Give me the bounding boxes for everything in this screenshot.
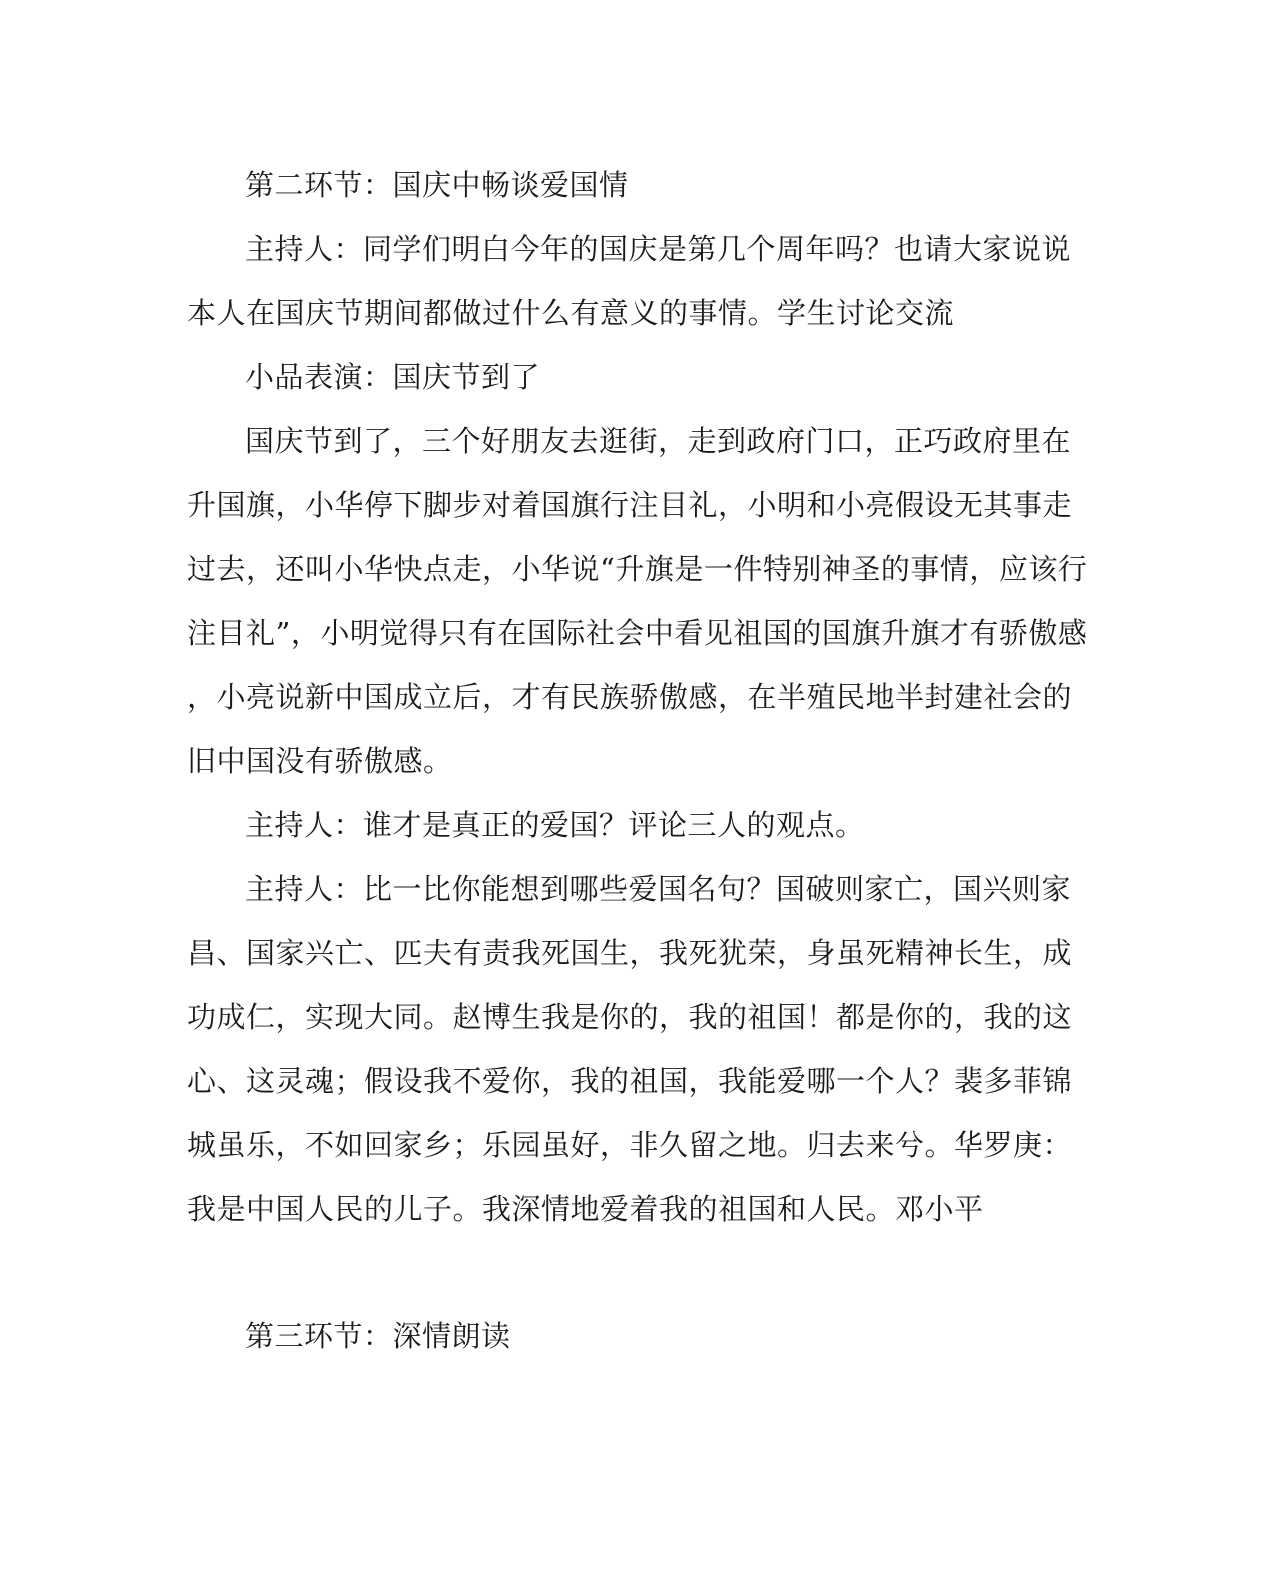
paragraph-line: 过去，还叫小华快点走，小华说“升旗是一件特别神圣的事情，应该行 — [187, 552, 1088, 586]
paragraph-line: 小品表演：国庆节到了 — [245, 360, 541, 394]
paragraph-line: 主持人：谁才是真正的爱国？评论三人的观点。 — [245, 808, 865, 842]
paragraph-line: 旧中国没有骄傲感。 — [187, 744, 453, 778]
paragraph-line: 主持人：比一比你能想到哪些爱国名句？国破则家亡，国兴则家 — [245, 872, 1072, 906]
paragraph-line: 昌、国家兴亡、匹夫有责我死国生，我死犹荣，身虽死精神长生，成 — [187, 936, 1073, 970]
paragraph-line: 升国旗，小华停下脚步对着国旗行注目礼，小明和小亮假设无其事走 — [187, 488, 1073, 522]
paragraph-line: 本人在国庆节期间都做过什么有意义的事情。学生讨论交流 — [187, 296, 955, 330]
paragraph-line: 我是中国人民的儿子。我深情地爱着我的祖国和人民。邓小平 — [187, 1192, 984, 1226]
section-heading-2: 第二环节：国庆中畅谈爱国情 — [245, 168, 629, 202]
section-heading-3: 第三环节：深情朗读 — [245, 1319, 511, 1353]
paragraph-line: 注目礼”，小明觉得只有在国际社会中看见祖国的国旗升旗才有骄傲感 — [187, 616, 1088, 650]
paragraph-line: ，小亮说新中国成立后，才有民族骄傲感，在半殖民地半封建社会的 — [187, 680, 1073, 714]
paragraph-line: 城虽乐，不如回家乡；乐园虽好，非久留之地。归去来兮。华罗庚： — [187, 1128, 1073, 1162]
paragraph-line: 心、这灵魂；假设我不爱你，我的祖国，我能爱哪一个人？裴多菲锦 — [187, 1064, 1073, 1098]
paragraph-line: 功成仁，实现大同。赵博生我是你的，我的祖国！都是你的，我的这 — [187, 1000, 1073, 1034]
paragraph-line: 国庆节到了，三个好朋友去逛街，走到政府门口，正巧政府里在 — [245, 424, 1072, 458]
paragraph-line: 主持人：同学们明白今年的国庆是第几个周年吗？也请大家说说 — [245, 232, 1072, 266]
